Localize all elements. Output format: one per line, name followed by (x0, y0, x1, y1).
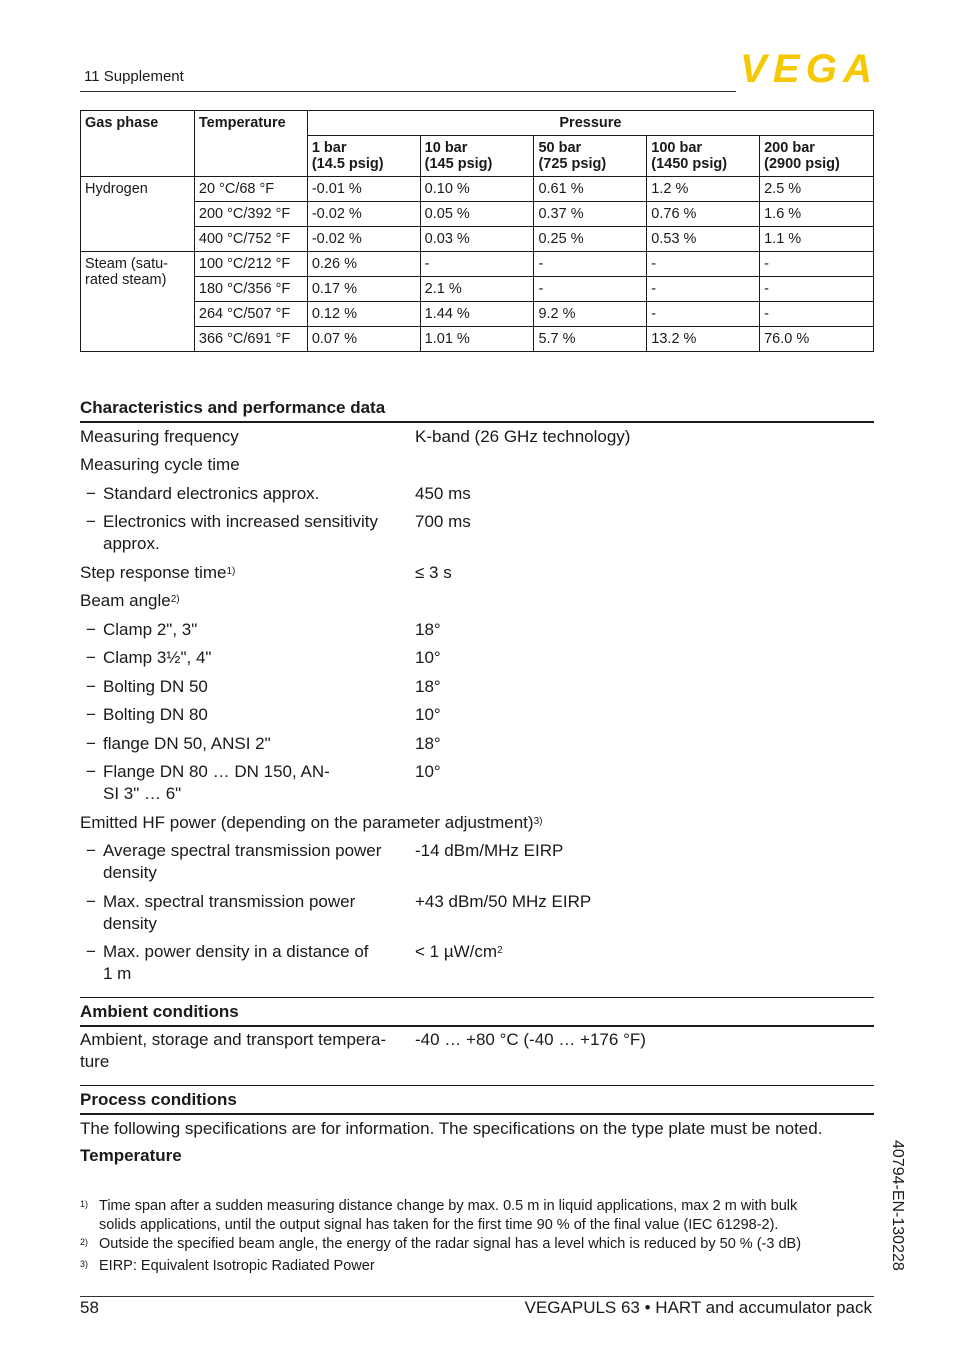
value-cell: - (534, 252, 647, 277)
temperature-heading: Temperature (80, 1146, 182, 1165)
table-row (81, 277, 874, 302)
value-cell: - (420, 252, 534, 277)
header-pressure-col: 10 bar (145 psig) (420, 136, 534, 177)
measuring-cycle-label: Measuring cycle time (80, 455, 240, 474)
temp-cell: 200 °C/392 °F (194, 202, 307, 227)
beam-angle-label: Beam angle$^{2)}$ (80, 591, 180, 610)
value-cell: - (760, 277, 874, 302)
temp-cell: 180 °C/356 °F (194, 277, 307, 302)
table-row (81, 327, 874, 352)
emitted-hf-label: Emitted HF power (depending on the parameter adjustment)$^{3)}$ (80, 813, 543, 832)
process-title: Process conditions (80, 1090, 237, 1109)
flange-large-value: 10° (415, 762, 441, 781)
value-cell: - (534, 277, 647, 302)
ambient-title: Ambient conditions (80, 1002, 239, 1021)
header-pressure-col: 100 bar (1450 psig) (647, 136, 760, 177)
value-cell: - (760, 252, 874, 277)
footnote: 3) EIRP: Equivalent Isotropic Radiated Power (80, 1258, 375, 1274)
header-pressure-col: 50 bar (725 psig) (534, 136, 647, 177)
vega-logo-text: VEGA (740, 50, 872, 86)
header-pressure: Pressure (307, 111, 873, 136)
value-cell: - (760, 302, 874, 327)
value-cell: 0.17 % (307, 277, 420, 302)
beam-item-label: − Bolting DN 50 (86, 677, 208, 696)
vega-logo (740, 50, 874, 86)
measuring-frequency-label: Measuring frequency (80, 427, 239, 446)
max-power-density-value: < 1 $\mu W/cm^2$ (415, 942, 503, 961)
value-cell: 13.2 % (647, 327, 760, 352)
value-cell: -0.02 % (307, 202, 420, 227)
table-row (81, 252, 874, 277)
beam-item-value: 18° (415, 677, 441, 696)
beam-item-value: 18° (415, 620, 441, 639)
value-cell: 0.26 % (307, 252, 420, 277)
value-cell: 2.5 % (760, 177, 874, 202)
standard-electronics-value: 450 ms (415, 484, 471, 503)
value-cell: - (647, 252, 760, 277)
value-cell: 1.2 % (647, 177, 760, 202)
value-cell: 1.44 % (420, 302, 534, 327)
value-cell: 1.1 % (760, 227, 874, 252)
beam-item-value: 10° (415, 648, 441, 667)
section-divider (80, 421, 874, 423)
flange-large-label: − Flange DN 80 … DN 150, AN- SI 3" … 6" (86, 762, 330, 803)
footer-divider (80, 1296, 874, 1297)
temp-cell: 400 °C/752 °F (194, 227, 307, 252)
value-cell: 0.07 % (307, 327, 420, 352)
beam-item-label: − flange DN 50, ANSI 2" (86, 734, 271, 753)
beam-item-value: 10° (415, 705, 441, 724)
temp-cell: 100 °C/212 °F (194, 252, 307, 277)
increased-sensitivity-label: − Electronics with increased sensitivity approx. (86, 512, 378, 553)
process-note: The following specifications are for information. The specifications on the type plate must be noted. (80, 1119, 823, 1138)
gas-phase-table (80, 110, 874, 352)
value-cell: 0.25 % (534, 227, 647, 252)
document-id: 40794-EN-130228 (889, 1140, 906, 1271)
temp-cell: 20 °C/68 °F (194, 177, 307, 202)
table-row (81, 202, 874, 227)
step-response-value: ≤ 3 s (415, 563, 452, 582)
section-divider (80, 1085, 874, 1086)
standard-electronics-label: − Standard electronics approx. (86, 484, 320, 503)
value-cell: - (647, 302, 760, 327)
value-cell: 5.7 % (534, 327, 647, 352)
value-cell: -0.01 % (307, 177, 420, 202)
value-cell: 1.6 % (760, 202, 874, 227)
beam-item-label: − Clamp 3½", 4" (86, 648, 212, 667)
value-cell: 0.05 % (420, 202, 534, 227)
table-row (81, 227, 874, 252)
table-row (81, 177, 874, 202)
value-cell: 2.1 % (420, 277, 534, 302)
value-cell: 0.10 % (420, 177, 534, 202)
gas-cell: Steam (satu- rated steam) (81, 252, 195, 352)
value-cell: 0.03 % (420, 227, 534, 252)
value-cell: 0.37 % (534, 202, 647, 227)
value-cell: 0.12 % (307, 302, 420, 327)
step-response-label: Step response time$^{1)}$ (80, 563, 236, 582)
footnote: 2) Outside the specified beam angle, the energy of the radar signal has a level which is reduced by 50 % (-3 dB) (80, 1236, 802, 1252)
header-temperature: Temperature (194, 111, 307, 177)
avg-spectral-value: -14 dBm/MHz EIRP (415, 841, 564, 860)
value-cell: - (647, 277, 760, 302)
beam-item-label: − Bolting DN 80 (86, 705, 208, 724)
beam-item-value: 18° (415, 734, 441, 753)
page-number: 58 (80, 1298, 99, 1317)
header-divider (80, 91, 736, 92)
section-divider (80, 997, 874, 998)
temp-cell: 264 °C/507 °F (194, 302, 307, 327)
header-pressure-col: 200 bar (2900 psig) (760, 136, 874, 177)
max-power-density-label: − Max. power density in a distance of 1 m (86, 942, 369, 983)
value-cell: 9.2 % (534, 302, 647, 327)
beam-item-label: − Clamp 2", 3" (86, 620, 198, 639)
value-cell: -0.02 % (307, 227, 420, 252)
footer-title: VEGAPULS 63 • HART and accumulator pack (524, 1298, 872, 1317)
value-cell: 0.53 % (647, 227, 760, 252)
section-divider (80, 1113, 874, 1115)
max-spectral-label: − Max. spectral transmission power density (86, 892, 356, 933)
section-header: 11 Supplement (84, 68, 184, 85)
temp-cell: 366 °C/691 °F (194, 327, 307, 352)
measuring-frequency-value: K-band (26 GHz technology) (415, 427, 631, 446)
ambient-temp-value: -40 … +80 °C (-40 … +176 °F) (415, 1030, 646, 1049)
avg-spectral-label: − Average spectral transmission power density (86, 841, 382, 882)
value-cell: 76.0 % (760, 327, 874, 352)
ambient-temp-label: Ambient, storage and transport tempera- ture (80, 1030, 387, 1071)
gas-cell: Hydrogen (81, 177, 195, 252)
table-row (81, 302, 874, 327)
value-cell: 0.61 % (534, 177, 647, 202)
footnote: 1) Time span after a sudden measuring distance change by max. 0.5 m in liquid applications, max 2 m with bulk solids applications, until the output signal has taken for the first time 90 % of the final value (IEC 61298-2). (80, 1198, 798, 1233)
value-cell: 0.76 % (647, 202, 760, 227)
value-cell: 1.01 % (420, 327, 534, 352)
increased-sensitivity-value: 700 ms (415, 512, 471, 531)
section-divider (80, 1025, 874, 1027)
characteristics-title: Characteristics and performance data (80, 398, 386, 417)
header-gas-phase: Gas phase (81, 111, 195, 177)
max-spectral-value: +43 dBm/50 MHz EIRP (415, 892, 592, 911)
header-pressure-col: 1 bar (14.5 psig) (307, 136, 420, 177)
